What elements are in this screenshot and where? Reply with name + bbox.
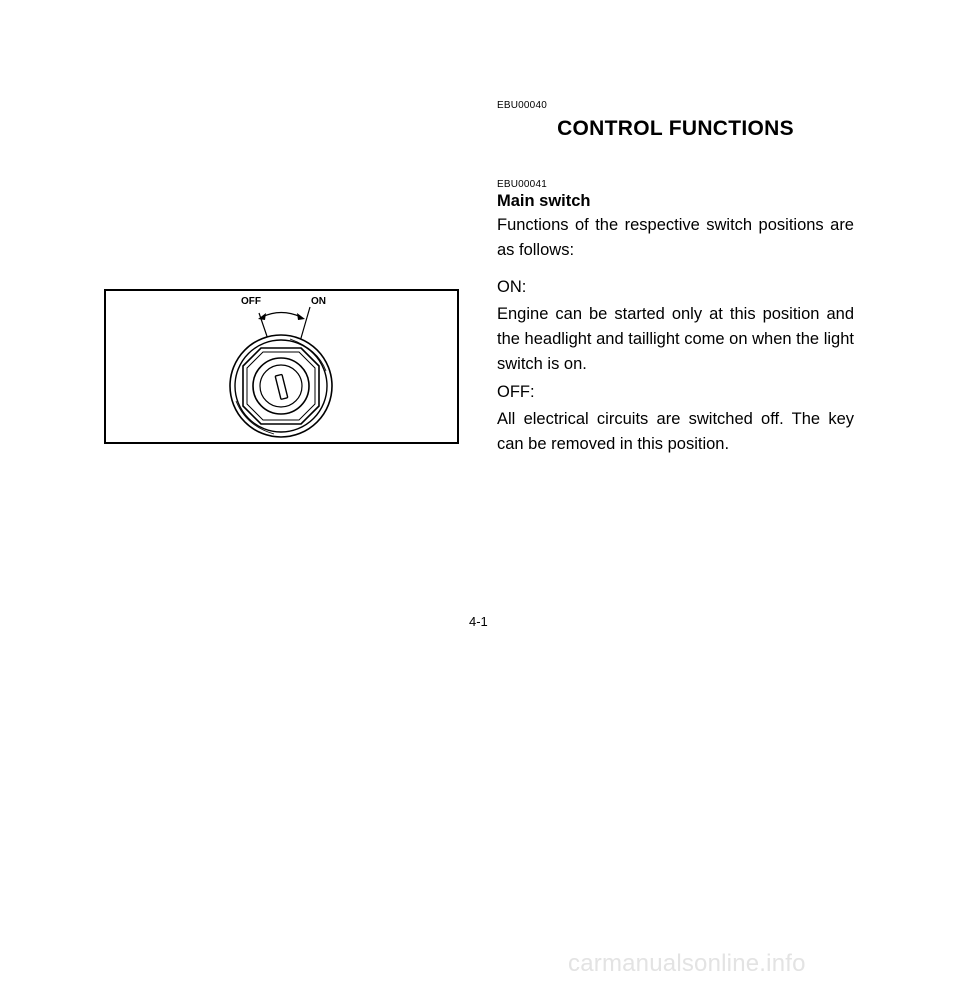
watermark: carmanualsonline.info: [568, 950, 806, 977]
off-position-description: All electrical circuits are switched off. The key can be removed in this position.: [497, 410, 854, 453]
page-title: CONTROL FUNCTIONS: [557, 117, 794, 140]
on-position-description: Engine can be started only at this position and the headlight and taillight come on when the light switch is on.: [497, 305, 854, 373]
subsection-code: EBU00041: [497, 179, 547, 190]
intro-paragraph: Functions of the respective switch positions are as follows:: [497, 216, 854, 259]
figure-off-label: OFF: [241, 296, 261, 307]
main-switch-figure: [104, 289, 459, 444]
off-position-label: OFF:: [497, 383, 535, 401]
figure-on-label: ON: [311, 296, 326, 307]
section-code: EBU00040: [497, 100, 547, 111]
section-heading: Main switch: [497, 192, 591, 210]
page-number: 4-1: [469, 614, 488, 629]
on-position-label: ON:: [497, 278, 527, 296]
ignition-switch-icon: [106, 291, 457, 442]
